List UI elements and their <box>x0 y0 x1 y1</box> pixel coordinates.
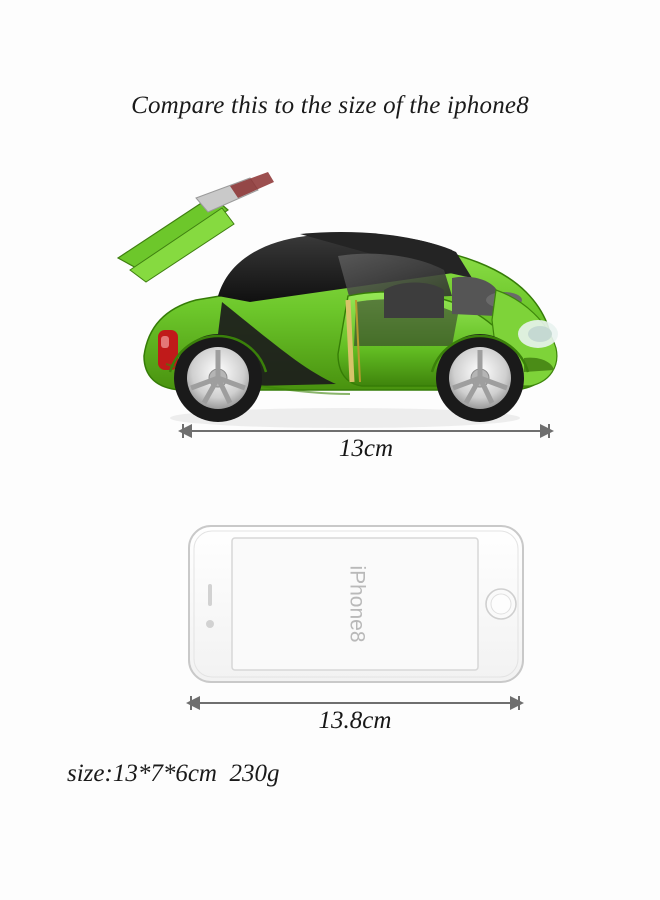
car-dimension-label: 13cm <box>338 435 394 462</box>
toy-car-graphic <box>100 150 570 430</box>
iphone8-graphic <box>186 520 526 688</box>
iphone8-image <box>186 520 526 688</box>
page-title: Compare this to the size of the iphone8 <box>131 92 529 119</box>
size-weight-text: size:13*7*6cm 230g <box>67 760 280 787</box>
toy-car-image <box>100 150 570 430</box>
phone-screen-label: iPhone8 <box>345 565 369 643</box>
phone-dimension-label: 13.8cm <box>318 707 392 734</box>
